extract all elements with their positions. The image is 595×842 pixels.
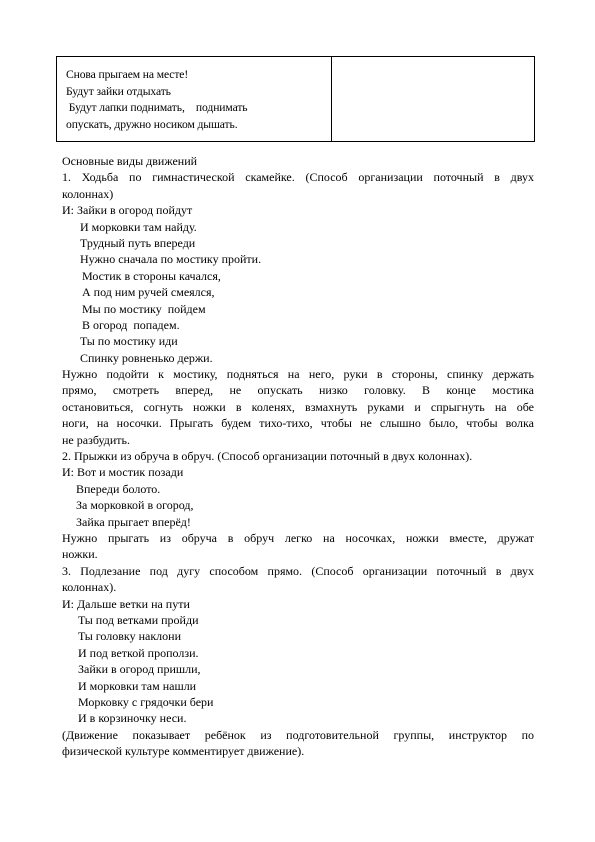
- text-line: Нужно подойти к мостику, подняться на него, руки в стороны, спинку держать: [62, 367, 534, 382]
- text-line: прямо, смотреть вперед, не опускать низко головку. В конце мостика: [62, 383, 534, 398]
- text-line: физической культуре комментирует движение).: [62, 744, 305, 759]
- text-line: А под ним ручей смеялся,: [82, 285, 215, 300]
- text-line: Зайки в огород пришли,: [78, 662, 201, 677]
- table-cell-text: [57, 57, 331, 133]
- text-line: И: Дальше ветки на пути: [62, 596, 190, 611]
- text-line: И под веткой проползи.: [78, 645, 199, 660]
- text-line: Нужно сначала по мостику пройти.: [80, 252, 262, 267]
- text-line: Нужно прыгать из обруча в обруч легко на носочках, ножки вместе, дружат: [62, 530, 534, 545]
- text-line: (Движение показывает ребёнок из подготовительной группы, инструктор по: [62, 727, 534, 742]
- text-line: Ты по мостику иди: [80, 334, 178, 349]
- text-line: остановиться, согнуть ножки в коленях, взмахнуть руками и спрыгнуть на обе: [62, 399, 534, 414]
- poem-table: [56, 56, 535, 142]
- text-line: И: Зайки в огород пойдут: [62, 203, 193, 218]
- text-line: Впереди болото.: [76, 481, 161, 496]
- text-line: Ты головку наклони: [78, 629, 181, 644]
- text-line: Трудный путь впереди: [80, 235, 196, 250]
- text-line: Ты под ветками пройди: [78, 612, 199, 627]
- text-line: Спинку ровненько держи.: [80, 350, 213, 365]
- text-line: колоннах): [62, 186, 114, 201]
- text-line: 1. Ходьба по гимнастической скамейке. (Способ организации поточный в двух: [62, 170, 534, 185]
- text-line: И морковки там нашли: [78, 678, 197, 693]
- table-text-line: опускать, дружно носиком дышать.: [66, 117, 238, 131]
- text-line: И в корзиночку неси.: [78, 711, 187, 726]
- text-line: И морковки там найду.: [80, 219, 197, 234]
- text-line: 3. Подлезание под дугу способом прямо. (Способ организации поточный в двух: [62, 563, 534, 578]
- table-text-line: Будут лапки поднимать, поднимать: [66, 101, 248, 115]
- text-line: Мостик в стороны качался,: [82, 268, 221, 283]
- text-line: ножки.: [62, 547, 98, 562]
- text-line: Основные виды движений: [62, 154, 198, 168]
- text-line: 2. Прыжки из обруча в обруч. (Способ организации поточный в двух колоннах).: [62, 449, 473, 464]
- document-body: [62, 153, 534, 759]
- table-cell-right: [332, 57, 535, 142]
- text-line: колоннах).: [62, 580, 117, 595]
- text-line: Зайка прыгает вперёд!: [76, 514, 191, 529]
- text-line: Мы по мостику пойдем: [82, 301, 206, 316]
- table-text-line: Снова прыгаем на месте!: [66, 68, 189, 81]
- text-line: не разбудить.: [62, 432, 130, 447]
- table-text-line: Будут зайки отдыхать: [66, 84, 171, 98]
- text-line: За морковкой в огород,: [76, 498, 194, 513]
- table-cell-left: [57, 57, 332, 142]
- text-line: И: Вот и мостик позади: [62, 465, 184, 480]
- text-line: ноги, на носочки. Прыгать будем тихо-тихо, чтобы не слышно было, чтобы волка: [62, 416, 534, 431]
- text-line: В огород попадем.: [82, 317, 180, 332]
- text-line: Морковку с грядочки бери: [78, 694, 214, 709]
